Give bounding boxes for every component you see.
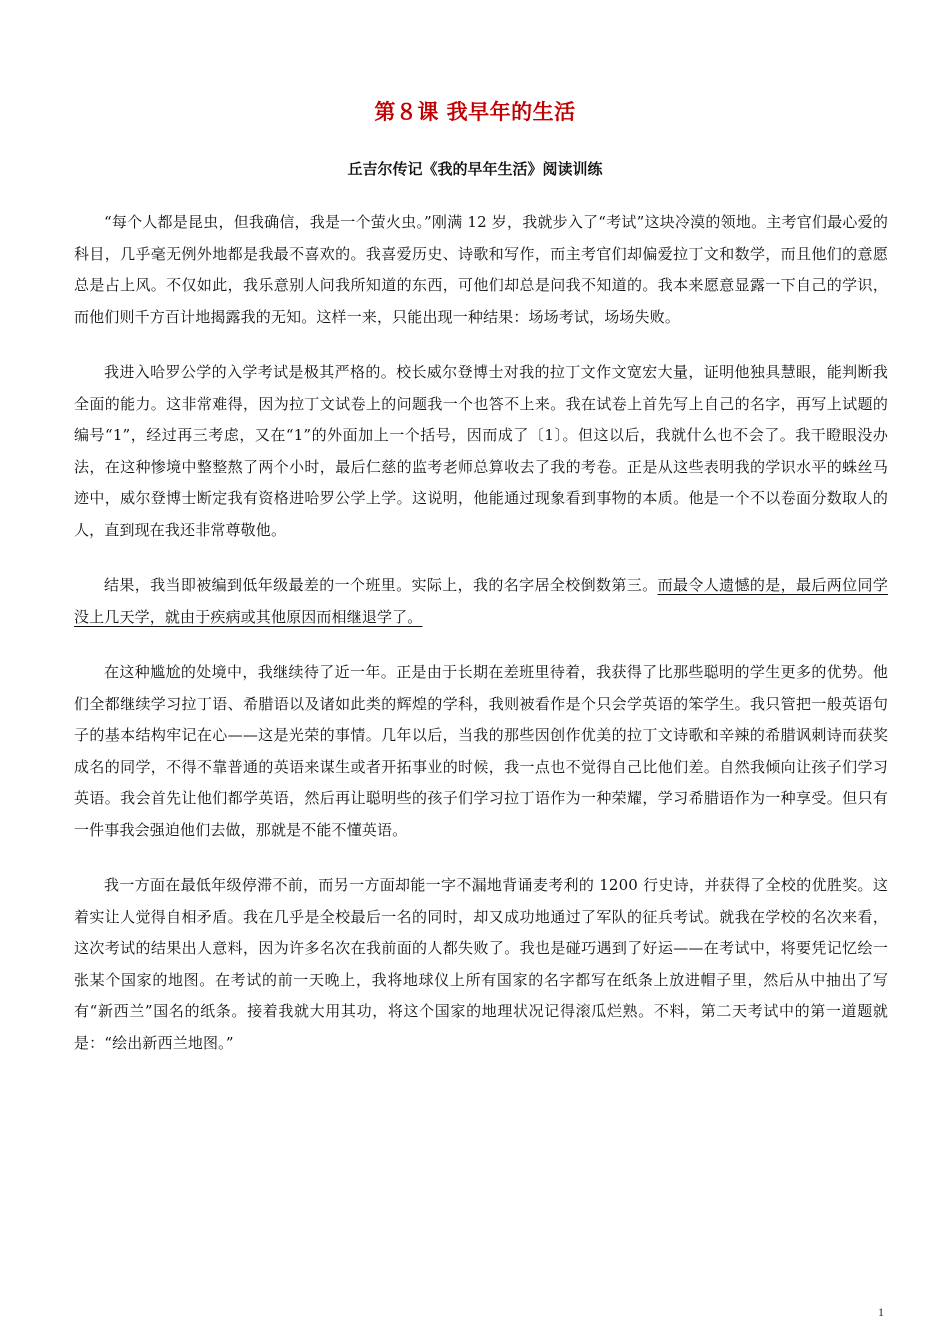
article-body [74,207,888,1083]
paragraph-3 [74,570,888,633]
paragraph-5: 我一方面在最低年级停滞不前，而另一方面却能一字不漏地背诵麦考利的 1200 行史诗，并获得了全校的优胜奖。这着实让人觉得自相矛盾。我在几乎是全校最后一名的同时，却又成功地通过了军队的征兵考试。就我在学校的名次来看，这次考试的结果出人意料，因为许多名次在我前面的人都失败了。我也是碰巧遇到了好运——在考试中，将要凭记忆绘一张某个国家的地图。在考试的前一天晚上，我将地球仪上所有国家的名字都写在纸条上放进帽子里，然后从中抽出了写有“新西兰”国名的纸条。接着我就大用其功，将这个国家的地理状况记得滚瓜烂熟。不料，第二天考试中的第一道题就是：“绘出新西兰地图。” [74,876,888,1052]
underlined-sentence: 而最令人遗憾的是，最后两位同学没上几天学，就由于疾病或其他原因而相继退学了。 [74,576,888,626]
page-number: 1 [878,1305,884,1319]
paragraph-2: 我进入哈罗公学的入学考试是极其严格的。校长威尔登博士对我的拉丁文作文宽宏大量，证明他独具慧眼，能判断我全面的能力。这非常难得，因为拉丁文试卷上的问题我一个也答不上来。我在试卷上首先写上自己的名字，再写上试题的编号“1”，经过再三考虑，又在“1”的外面加上一个括号，因而成了〔1〕。但这以后，我就什么也不会了。我干瞪眼没办法，在这种惨境中整整熬了两个小时，最后仁慈的监考老师总算收去了我的考卷。正是从这些表明我的学识水平的蛛丝马迹中，威尔登博士断定我有资格进哈罗公学上学。这说明，他能通过现象看到事物的本质。他是一个不以卷面分数取人的人，直到现在我还非常尊敬他。 [74,363,888,539]
paragraph-4: 在这种尴尬的处境中，我继续待了近一年。正是由于长期在差班里待着，我获得了比那些聪明的学生更多的优势。他们全都继续学习拉丁语、希腊语以及诸如此类的辉煌的学科，我则被看作是个只会学英语的笨学生。我只管把一般英语句子的基本结构牢记在心——这是光荣的事情。几年以后，当我的那些因创作优美的拉丁文诗歌和辛辣的希腊讽刺诗而获奖成名的同学，不得不靠普通的英语来谋生或者开拓事业的时候，我一点也不觉得自己比他们差。自然我倾向让孩子们学习英语。我会首先让他们都学英语，然后再让聪明些的孩子们学习拉丁语作为一种荣耀，学习希腊语作为一种享受。但只有一件事我会强迫他们去做，那就是不能不懂英语。 [74,663,888,839]
paragraph-1: “每个人都是昆虫，但我确信，我是一个萤火虫。”刚满 12 岁，我就步入了“考试”这块冷漠的领地。主考官们最心爱的科目，几乎毫无例外地都是我最不喜欢的。我喜爱历史、诗歌和写作，而主考官们却偏爱拉丁文和数学，而且他们的意愿总是占上风。不仅如此，我乐意别人问我所知道的东西，可他们却总是问我不知道的。我本来愿意显露一下自己的学识，而他们则千方百计地揭露我的无知。这样一来，只能出现一种结果：场场考试，场场失败。 [74,213,888,326]
lesson-title: 第８课 我早年的生活 [374,100,576,124]
reading-subtitle: 丘吉尔传记《我的早年生活》阅读训练 [347,160,603,178]
paragraph-3-text: 结果，我当即被编到低年级最差的一个班里。实际上，我的名字居全校倒数第三。 [104,576,658,594]
